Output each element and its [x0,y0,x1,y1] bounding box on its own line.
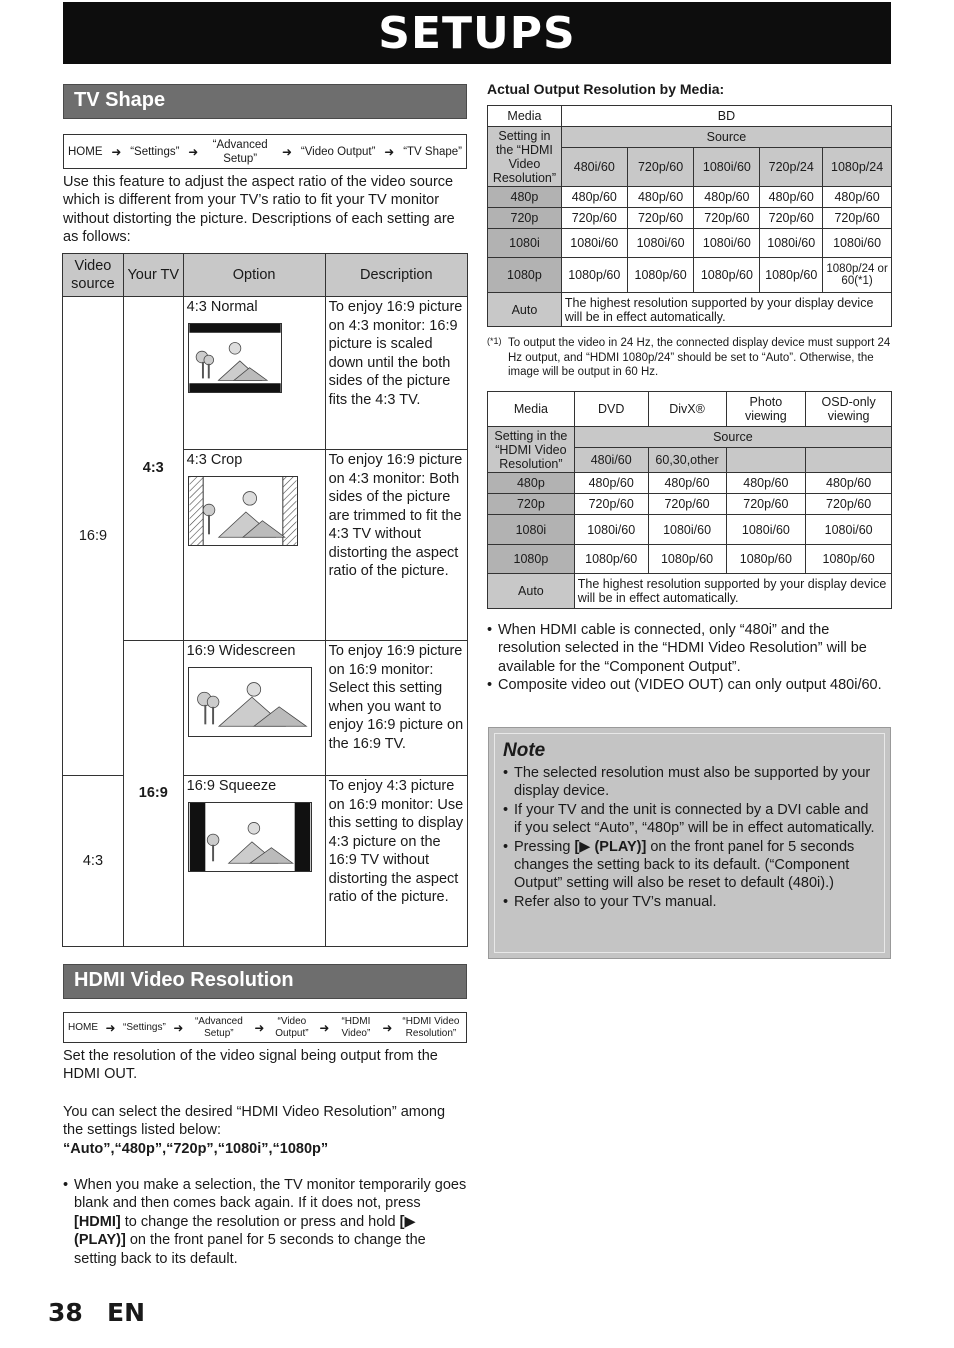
source-label: Source [574,427,891,448]
footnote-mark: (*1) [487,336,502,346]
description-cell: To enjoy 16:9 picture on 4:3 monitor: 16:9 picture is scaled down until the both sides of the picture fits the 4:3 TV. [325,297,467,450]
row-setting: 480p [488,187,562,208]
col-header-option: Option [183,254,325,297]
setting-label: Setting in the “HDMI Video Resolution” [488,427,575,473]
table-cell: 1080i/60 [806,515,892,545]
table-cell: 1080i/60 [726,515,806,545]
crumb-hdmi-video-resolution: “HDMI Video Resolution” [402,1015,460,1039]
normal-picture-icon [188,323,282,393]
table-cell: 1080i/60 [823,229,892,258]
table-cell: 720p/60 [726,494,806,515]
table-cell: 1080p/60 [574,545,648,574]
table-cell: 720p/60 [694,208,760,229]
table-cell: 720p/60 [648,494,726,515]
arrow-right-icon: ➜ [319,1020,330,1035]
table-cell: 480p/60 [760,187,823,208]
table-cell: 1080p/60 [627,258,694,293]
option-label: 4:3 Crop [186,452,243,468]
table-cell: 480p/60 [627,187,694,208]
page-title-banner [63,2,891,64]
media-resolution-table [487,391,892,609]
crumb-advanced-setup: “Advanced Setup” [212,138,268,165]
hdmi-heading: HDMI Video Resolution [63,964,467,999]
page-number: 38 [48,1298,83,1327]
auto-text: The highest resolution supported by your display device will be in effect automatically. [574,574,891,609]
note-title: Note [503,740,546,761]
table-cell: 720p/60 [561,208,627,229]
tv-shape-intro: Use this feature to adjust the aspect ratio of the video source which is different from your TV’s ratio to fit your TV monitor without distorting the picture. Descriptions of each setting are as follows: [63,174,455,246]
tv-4-3: 4:3 [123,297,183,641]
tv-shape-breadcrumb [63,134,467,169]
source-cell: 60,30,other [648,448,726,473]
hdmi-bullets [63,1176,467,1268]
table-cell: 1080p/60 [806,545,892,574]
hdmi-para1: Set the resolution of the video signal being output from the HDMI OUT. [63,1048,438,1083]
col-header-description: Description [325,254,467,297]
arrow-right-icon: ➜ [281,144,293,159]
source-1080i: 1080i/60 [694,148,760,187]
source-480i: 480i/60 [561,148,627,187]
hdmi-breadcrumb [63,1012,467,1043]
table-cell: 1080i/60 [627,229,694,258]
source-720p24: 720p/24 [760,148,823,187]
table-cell: 1080p/60 [726,545,806,574]
page-language: EN [107,1298,146,1327]
table-cell: 480p/60 [806,473,892,494]
squeeze-picture-icon [188,802,312,872]
option-cell [183,450,325,641]
table-cell: 1080p/60 [694,258,760,293]
play-key: [▶ (PLAY)] [574,838,647,855]
setting-label: Setting in the “HDMI Video Resolution” [488,127,562,187]
option-label: 16:9 Squeeze [186,778,277,794]
row-setting: 1080p [488,258,562,293]
table-cell: 480p/60 [823,187,892,208]
output-bullets [487,621,891,695]
media-bd: BD [561,106,891,127]
auto-text: The highest resolution supported by your display device will be in effect automatically. [561,293,891,327]
arrow-right-icon: ➜ [384,144,395,159]
hdmi-options: “Auto”,“480p”,“720p”,“1080i”,“1080p” [63,1141,329,1157]
crumb-home: HOME [68,1021,98,1033]
table-cell: 1080i/60 [694,229,760,258]
play-key: [▶ (PLAY)] [74,1213,416,1249]
table-cell: 720p/60 [806,494,892,515]
list-item: • Composite video out (VIDEO OUT) can only output 480i/60. [487,677,882,694]
list-item: • The selected resolution must also be supported by your display device. [503,765,871,800]
crop-picture-icon [188,476,298,546]
auto-label: Auto [488,574,575,609]
list-item: • Pressing [▶ (PLAY)] on the front panel for 5 seconds changes the setting back to its default. (“Component Output” setting will also be reset to default (480i).) [503,838,855,892]
table-cell: 720p/60 [760,208,823,229]
source-720p60: 720p/60 [627,148,694,187]
crumb-hdmi-video: “HDMI Video” [341,1015,371,1039]
option-cell [183,641,325,776]
row-setting: 1080i [488,229,562,258]
source-1080p24: 1080p/24 [823,148,892,187]
source-16-9: 16:9 [63,297,124,776]
crumb-video-output: “Video Output” [275,1015,309,1039]
option-cell [183,776,325,947]
footnote [487,336,891,380]
table-cell: 720p/60 [627,208,694,229]
table-cell: 1080p/60 [760,258,823,293]
arrow-right-icon: ➜ [254,1020,265,1035]
table-cell: 1080p/60 [561,258,627,293]
col-header-media: Media [488,392,575,427]
tv-shape-table [62,253,468,947]
col-header-divx: DivX® [648,392,726,427]
option-label: 16:9 Widescreen [186,643,296,659]
option-label: 4:3 Normal [186,299,258,315]
page-title: SETUPS [378,7,576,59]
table-cell: 1080i/60 [760,229,823,258]
option-cell [183,297,325,450]
col-header-your-tv: Your TV [123,254,183,297]
footnote-text: To output the video in 24 Hz, the connected display device must support 24 Hz output, and “HDMI 1080p/24” should be set to “Auto”. Otherwise, the image will be output in 60 Hz. [508,337,891,378]
crumb-advanced-setup: “Advanced Setup” [194,1015,243,1039]
arrow-right-icon: ➜ [382,1020,393,1035]
bd-resolution-table [487,105,892,327]
row-setting: 720p [488,494,575,515]
row-setting: 1080p [488,545,575,574]
row-setting: 480p [488,473,575,494]
list-item: • When you make a selection, the TV monitor temporarily goes blank and then comes back again. If it does not, press [HDMI] to change the resolution or press and hold [▶ (PLAY)] on the front panel for 5 seconds to change the setting back to its default. [63,1177,467,1267]
col-header-photo: Photo viewing [726,392,806,427]
arrow-right-icon: ➜ [173,1020,184,1035]
output-heading: Actual Output Resolution by Media: [487,81,725,97]
col-header-video-source: Video source [63,254,124,297]
table-cell: 720p/60 [823,208,892,229]
table-cell: 720p/60 [574,494,648,515]
row-setting: 1080i [488,515,575,545]
hdmi-key: [HDMI] [74,1213,121,1230]
list-item: • If your TV and the unit is connected by a DVI cable and if you select “Auto”, “480p” will be in effect automatically. [503,801,875,837]
crumb-tv-shape: “TV Shape” [403,145,462,158]
media-label: Media [488,106,562,127]
description-cell: To enjoy 16:9 picture on 4:3 monitor: Both sides of the picture are trimmed to fit the 4:3 TV without distorting the aspect ratio of the picture. [325,450,467,641]
row-setting: 720p [488,208,562,229]
crumb-video-output: “Video Output” [300,145,376,158]
table-cell: 480p/60 [574,473,648,494]
table-cell: 1080i/60 [648,515,726,545]
description-cell: To enjoy 16:9 picture on 16:9 monitor: Select this setting when you want to enjoy 16:9 picture on the 16:9 TV. [325,641,467,776]
list-item: • When HDMI cable is connected, only “480i” and the resolution selected in the “HDMI Video Resolution” will be available for the “Component Output”. [487,622,867,675]
col-header-osd: OSD-only viewing [806,392,892,427]
widescreen-picture-icon [188,667,312,737]
list-item: • Refer also to your TV’s manual. [503,893,717,910]
source-cell [726,448,806,473]
table-cell: 1080p/60 [648,545,726,574]
tv-16-9: 16:9 [123,641,183,947]
table-cell: 480p/60 [726,473,806,494]
table-cell: 1080i/60 [561,229,627,258]
table-cell: 1080p/24 or 60(*1) [823,258,892,293]
table-cell: 480p/60 [694,187,760,208]
note-box [488,727,891,959]
table-cell: 480p/60 [648,473,726,494]
crumb-home: HOME [68,145,103,158]
auto-label: Auto [488,293,562,327]
source-4-3: 4:3 [63,776,124,947]
crumb-settings: “Settings” [123,1021,166,1033]
table-cell: 480p/60 [561,187,627,208]
crumb-settings: “Settings” [130,145,180,158]
arrow-right-icon: ➜ [188,144,199,159]
arrow-right-icon: ➜ [111,144,122,159]
description-cell: To enjoy 4:3 picture on 16:9 monitor: Use this setting to display 4:3 picture on the 16:9 TV without distorting the aspect ratio of the picture. [325,776,467,947]
table-cell: 1080i/60 [574,515,648,545]
arrow-right-icon: ➜ [105,1020,116,1035]
col-header-dvd: DVD [574,392,648,427]
hdmi-para2: You can select the desired “HDMI Video Resolution” among the settings listed below: [63,1104,446,1139]
tv-shape-heading: TV Shape [63,84,467,119]
source-cell [806,448,892,473]
source-label: Source [561,127,891,148]
source-cell: 480i/60 [574,448,648,473]
